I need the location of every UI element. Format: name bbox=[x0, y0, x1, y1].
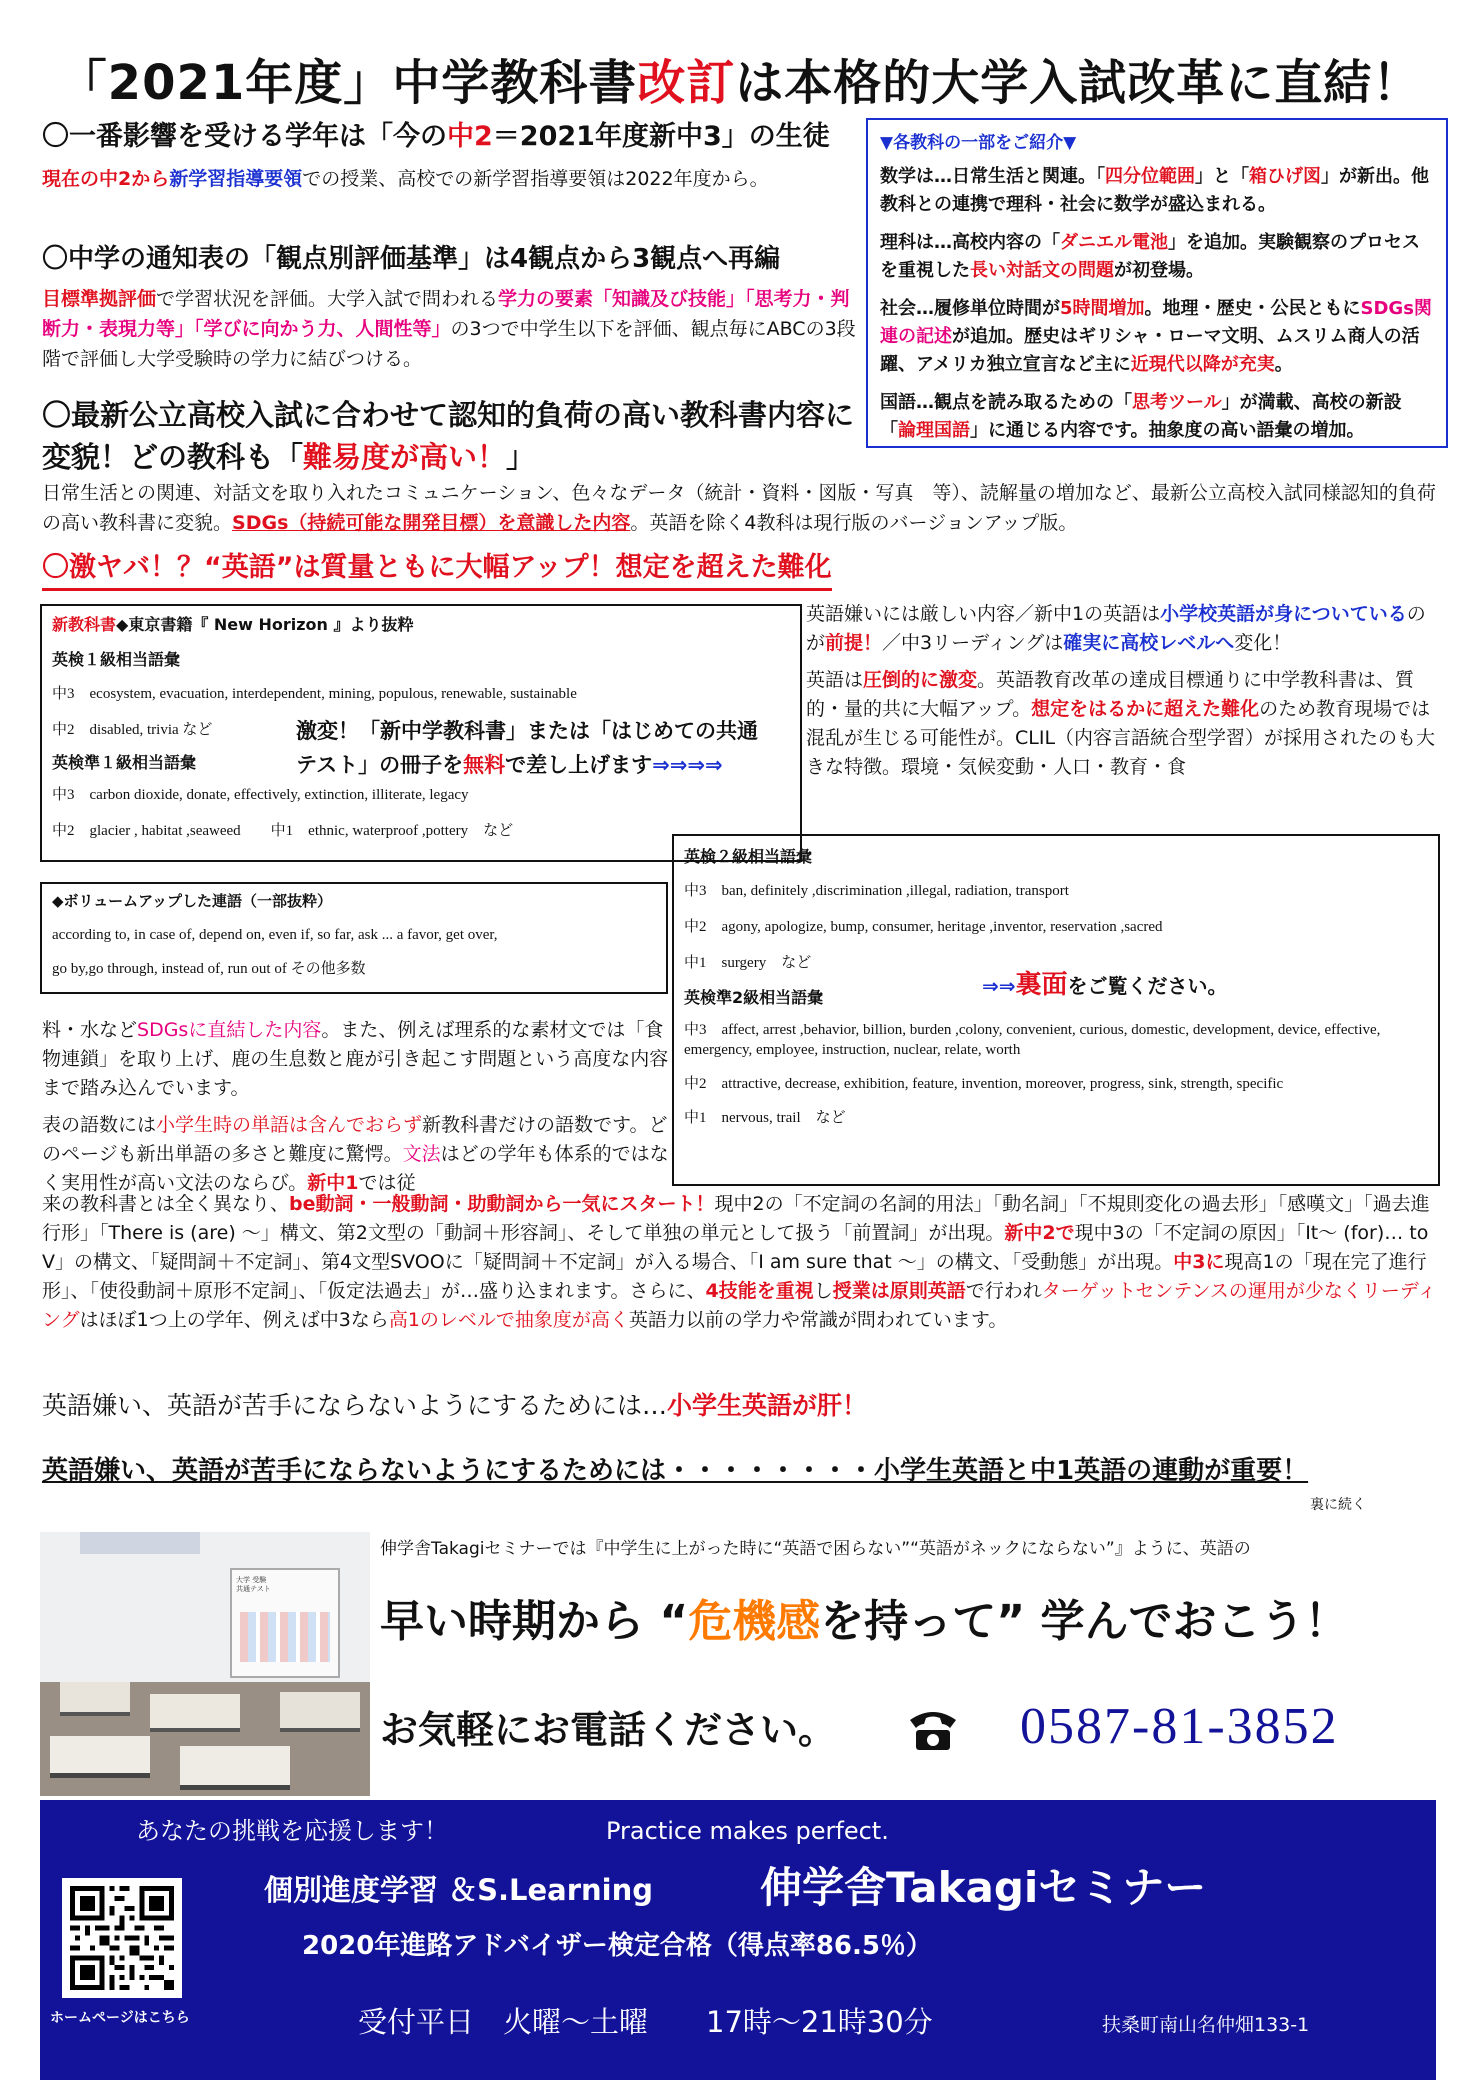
qr-code[interactable] bbox=[62, 1878, 182, 1998]
footer-banner bbox=[40, 1800, 1436, 2080]
phone-number[interactable]: 0587-81-3852 bbox=[1020, 1698, 1339, 1755]
page-title: 「2021年度」中学教科書改訂は本格的大学入試改革に直結！ bbox=[58, 55, 1422, 111]
banner-service: 個別進度学習 ＆S.Learning bbox=[264, 1873, 654, 1907]
english-detail-text: 料・水などSDGsに直結した内容。また、例えば理系的な素材文では「食物連鎖」を取り上げ、鹿の生息数と鹿が引き起こす問題という高度な内容まで踏み込んでいます。 表の語数には小学生時の単語は含んでおらず新教科書だけの語数です。どのページも新出単語の多さと難度に驚愕。文法はどの学年も体系的ではなく実用性が高い文法のならび。新中1では従 bbox=[42, 1019, 669, 1194]
advisor-certification: 2020年進路アドバイザー検定合格（得点率86.5％） bbox=[302, 1931, 932, 1961]
section-affected-grade: 〇一番影響を受ける学年は「今の中2＝2021年度新中3」の生徒 現在の中2から新学習指導要領での授業、高校での新学習指導要領は2022年度から。 bbox=[42, 121, 830, 190]
promo-headline: 早い時期から “危機感を持って” 学んでおこう！ bbox=[380, 1596, 1349, 1647]
section-difficulty: 〇最新公立高校入試に合わせて認知的負荷の高い教科書内容に変貌！どの教科も「難易度が高い！」 bbox=[42, 398, 855, 474]
school-promo-line: 伸学舎Takagiセミナーでは『中学生に上がった時に“英語で困らない”“英語がネックにならない”』ように、英語の bbox=[380, 1539, 1251, 1559]
tagline-link: 英語嫌い、英語が苦手にならないようにするためには・・・・・・・・小学生英語と中1英語の連動が重要！ bbox=[42, 1456, 1309, 1486]
school-address: 扶桑町南山名仲畑133-1 bbox=[1102, 2014, 1310, 2036]
call-us: お気軽にお電話ください。 bbox=[380, 1708, 837, 1752]
banner-tagline-jp: あなたの挑戦を応援します！ bbox=[136, 1817, 448, 1845]
vocab-box-grade1: 新教科書◆東京書籍『 New Horizon 』より抜粋 英検１級相当語彙 中3 ecosystem, evacuation, interdependent, mining, populous, renewable, sustainable 中2 disabled, trivia など 英検準１級相当語彙 中3 carbon dioxide, donate, effectively, extinction, illiterate, legacy 中2 glacier , habitat ,seaweed 中1 ethnic, waterproof ,pottery など 激変！「新中学教科書」または「はじめての共通テスト」の冊子を無料で差し上げます⇒⇒⇒⇒ bbox=[40, 604, 802, 862]
english-intro-text: 英語嫌いには厳しい内容／新中1の英語は小学校英語が身についているのが前提！／中3リーディングは確実に高校レベルへ変化！ 英語は圧倒的に激変。英語教育改革の達成目標通りに中学教科書は、質的・量的共に大幅アップ。想定をはるかに超えた難化のため教育現場では混乱が生じる可能性が。CLIL（内容言語統合型学習）が採用されたのも大きな特徴。環境・気候変動・人口・教育・食 bbox=[806, 603, 1436, 778]
japanese-info: 国語…観点を読み取るための「思考ツール」が満載、高校の新設「論理国語」に通じる内容です。抽象度の高い語彙の増加。 bbox=[880, 392, 1402, 441]
tagline-elementary: 英語嫌い、英語が苦手にならないようにするためには…小学生英語が肝！ bbox=[42, 1391, 868, 1420]
reception-hours: 受付平日 火曜～土曜 17時～21時30分 bbox=[358, 2005, 933, 2039]
qr-label: ホームページはこちら bbox=[50, 2010, 190, 2026]
social-info: 社会…履修単位時間が5時間増加。地理・歴史・公民ともにSDGs関連の記述が追加。歴史はギリシャ・ローマ文明、ムスリム商人の活躍、アメリカ独立宣言など主に近現代以降が充実。 bbox=[880, 298, 1432, 375]
section-evaluation: 〇中学の通知表の「観点別評価基準」は4観点から3観点へ再編 目標準拠評価で学習状況を評価。大学入試で問われる学力の要素「知識及び技能」「思考力・判断力・表現力等」「学びに向かう力、人間性等」の3つで中学生以下を評価、観点毎にABCの3段階で評価し大学受験時の学力に結びつける。 bbox=[42, 244, 856, 370]
free-booklet-promo: 激変！「新中学教科書」または「はじめての共通テスト」の冊子を無料で差し上げます⇒⇒⇒⇒ bbox=[296, 719, 758, 777]
banner-tagline-en: Practice makes perfect. bbox=[606, 1817, 889, 1845]
english-heading: 〇激ヤバ！？“英語”は質量ともに大幅アップ！想定を超えた難化 bbox=[42, 548, 832, 591]
continued-note: 裏に続く bbox=[1310, 1497, 1366, 1513]
math-info: 数学は…日常生活と関連。「四分位範囲」と「箱ひげ図」が新出。他教科との連携で理科・社会に数学が盛込まれる。 bbox=[880, 166, 1429, 215]
grammar-change-text: 来の教科書とは全く異なり、be動詞・一般動詞・助動詞から一気にスタート！現中2の「不定詞の名詞的用法」「動名詞」「不規則変化の過去形」「感嘆文」「過去進行形」「There is (are) ～」構文、第2文型の「動詞＋形容詞」、そして単独の単元として扱う「前置詞」が出現。新中2で現中3の「不定詞の原因」「It～ (for)… to V」の構文、「疑問詞＋不定詞」、第4文型SVOOに「疑問詞＋不定詞」が入る場合、「I am sure that ～」の構文、「受動態」が出現。中3に現高1の「現在完了進行形」、「使役動詞＋原形不定詞」、「仮定法過去」が…盛り込まれます。さらに、4技能を重視し授業は原則英語で行われターゲットセンテンスの運用が少なくリーディングはほぼ1つ上の学年、例えば中3なら高1のレベルで抽象度が高く英語力以前の学力や常識が問われています。 bbox=[42, 1193, 1437, 1331]
science-info: 理科は…高校内容の「ダニエル電池」を追加。実験観察のプロセスを重視した長い対話文の問題が初登場。 bbox=[880, 232, 1420, 281]
see-back-note: ⇒⇒裏面をご覧ください。 bbox=[982, 970, 1228, 1000]
subjects-info-box: ▼各教科の一部をご紹介▼ 数学は…日常生活と関連。「四分位範囲」と「箱ひげ図」が新出。他教科との連携で理科・社会に数学が盛込まれる。 理科は…高校内容の「ダニエル電池」を追加。実験観察のプロセスを重視した長い対話文の問題が初登場。 社会…履修単位時間が5時間増加。地理・歴史・公民ともにSDGs関連の記述が追加。歴史はギリシャ・ローマ文明、ムスリム商人の活躍、アメリカ独立宣言など主に近現代以降が充実。 国語…観点を読み取るための「思考ツール」が満載、高校の新設「論理国語」に通じる内容です。抽象度の高い語彙の増加。 bbox=[866, 118, 1448, 448]
classroom-photo bbox=[40, 1532, 370, 1796]
phrase-box: ◆ボリュームアップした連語（一部抜粋） according to, in case of, depend on, even if, so far, ask ... a favor, get over, go by,go through, instead of, run out of その他多数 bbox=[40, 882, 668, 994]
difficulty-text: 日常生活との関連、対話文を取り入れたコミュニケーション、色々なデータ（統計・資料・図版・写真 等）、読解量の増加など、最新公立高校入試同様認知的負荷の高い教科書に変貌。SDGs（持続可能な開発目標）を意識した内容。英語を除く4教科は現行版のバージョンアップ版。 bbox=[42, 482, 1436, 534]
school-name: 伸学舎Takagiセミナー bbox=[760, 1863, 1207, 1912]
whiteboard-text: 大学 受験 共通テスト bbox=[236, 1576, 271, 1593]
phone-icon bbox=[906, 1702, 960, 1756]
vocab-box-grade2: 英検２級相当語彙 中3 ban, definitely ,discrimination ,illegal, radiation, transport 中2 agony, apologize, bump, consumer, heritage ,inventor, reservation ,sacred 中1 surgery など 英検準2級相当語彙 中3 affect, arrest ,behavior, billion, burden ,colony, convenient, curious, domestic, development, device, effective, emergency, employee, instruction, nuclear, relate, worth 中2 attractive, decrease, exhibition, feature, invention, moreover, progress, sink, strength, specific 中1 nervous, trail など ⇒⇒裏面をご覧ください。 bbox=[672, 834, 1440, 1186]
